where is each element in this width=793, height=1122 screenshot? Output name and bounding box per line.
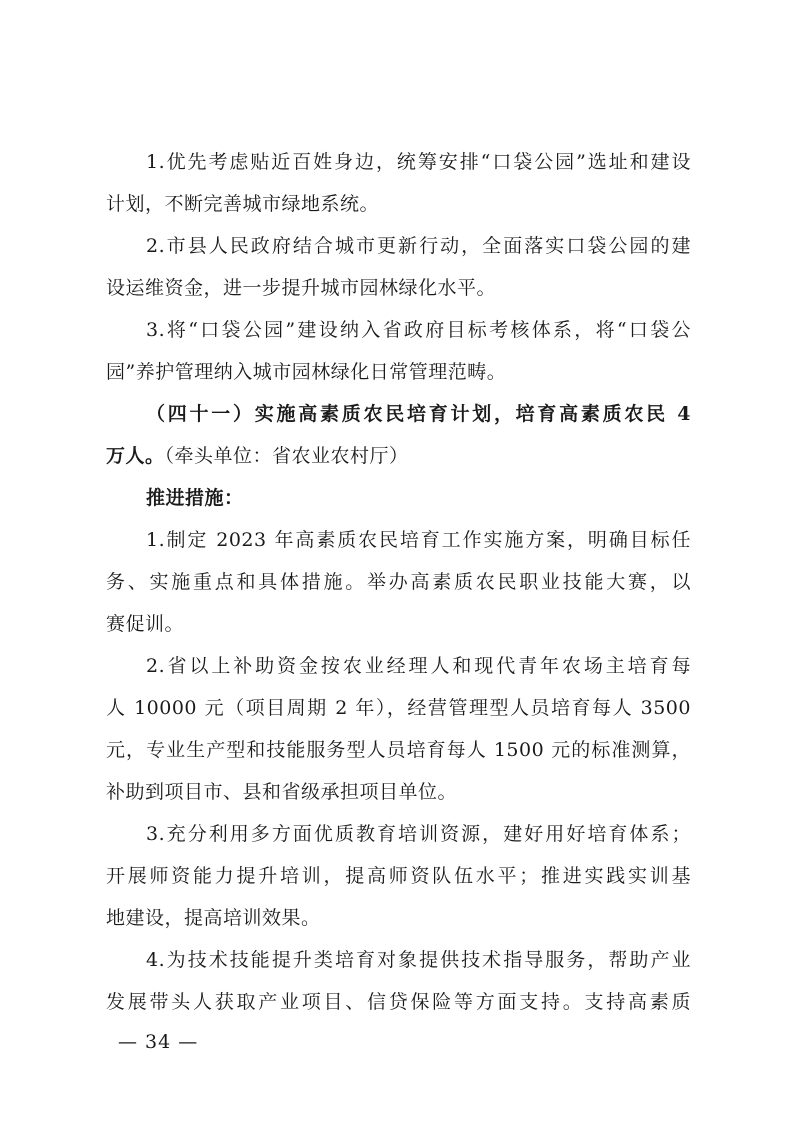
measure-3-line-2: 开展师资能力提升培训，提高师资队伍水平；推进实践实训基 bbox=[106, 865, 691, 887]
measure-4-line-2: 发展带头人获取产业项目、信贷保险等方面支持。支持高素质 bbox=[106, 991, 691, 1013]
measure-3-line-1: 3.充分利用多方面优质教育培训资源，建好用好培育体系； bbox=[146, 823, 691, 845]
lead-unit-note: （牵头单位：省农业农村厅） bbox=[164, 445, 409, 467]
paragraph-3-line-2: 园”养护管理纳入城市园林绿化日常管理范畴。 bbox=[106, 361, 507, 383]
measure-1-line-1: 1.制定 2023 年高素质农民培育工作实施方案，明确目标任 bbox=[146, 529, 691, 551]
section-heading-41-line-2 bbox=[106, 444, 691, 468]
measure-3-line-3: 地建设，提高培训效果。 bbox=[106, 907, 321, 929]
measure-2-line-4: 补助到项目市、县和省级承担项目单位。 bbox=[106, 781, 458, 803]
measure-1-line-2: 务、实施重点和具体措施。举办高素质农民职业技能大赛，以 bbox=[106, 571, 691, 593]
paragraph-3-line-1: 3.将“口袋公园”建设纳入省政府目标考核体系，将“口袋公 bbox=[146, 319, 691, 341]
measure-2-line-1: 2.省以上补助资金按农业经理人和现代青年农场主培育每 bbox=[146, 655, 691, 677]
page-number: — 34 — bbox=[118, 1031, 199, 1053]
paragraph-1-line-2: 计划，不断完善城市绿地系统。 bbox=[106, 193, 380, 215]
measure-4-line-1: 4.为技术技能提升类培育对象提供技术指导服务，帮助产业 bbox=[146, 949, 691, 971]
paragraph-2-line-1: 2.市县人民政府结合城市更新行动，全面落实口袋公园的建 bbox=[146, 235, 691, 257]
paragraph-2-line-2: 设运维资金，进一步提升城市园林绿化水平。 bbox=[106, 277, 497, 299]
measure-1-line-3: 赛促训。 bbox=[106, 613, 185, 635]
measure-2-line-2: 人 10000 元（项目周期 2 年），经营管理型人员培育每人 3500 bbox=[106, 697, 691, 719]
section-heading-41-line-1: （四十一）实施高素质农民培育计划，培育高素质农民 4 bbox=[146, 403, 691, 425]
measure-2-line-3: 元，专业生产型和技能服务型人员培育每人 1500 元的标准测算， bbox=[106, 739, 691, 761]
measures-title: 推进措施： bbox=[146, 487, 244, 509]
paragraph-1-line-1: 1.优先考虑贴近百姓身边，统筹安排“口袋公园”选址和建设 bbox=[146, 151, 691, 173]
section-heading-41-bold-text: 万人。 bbox=[106, 445, 165, 467]
